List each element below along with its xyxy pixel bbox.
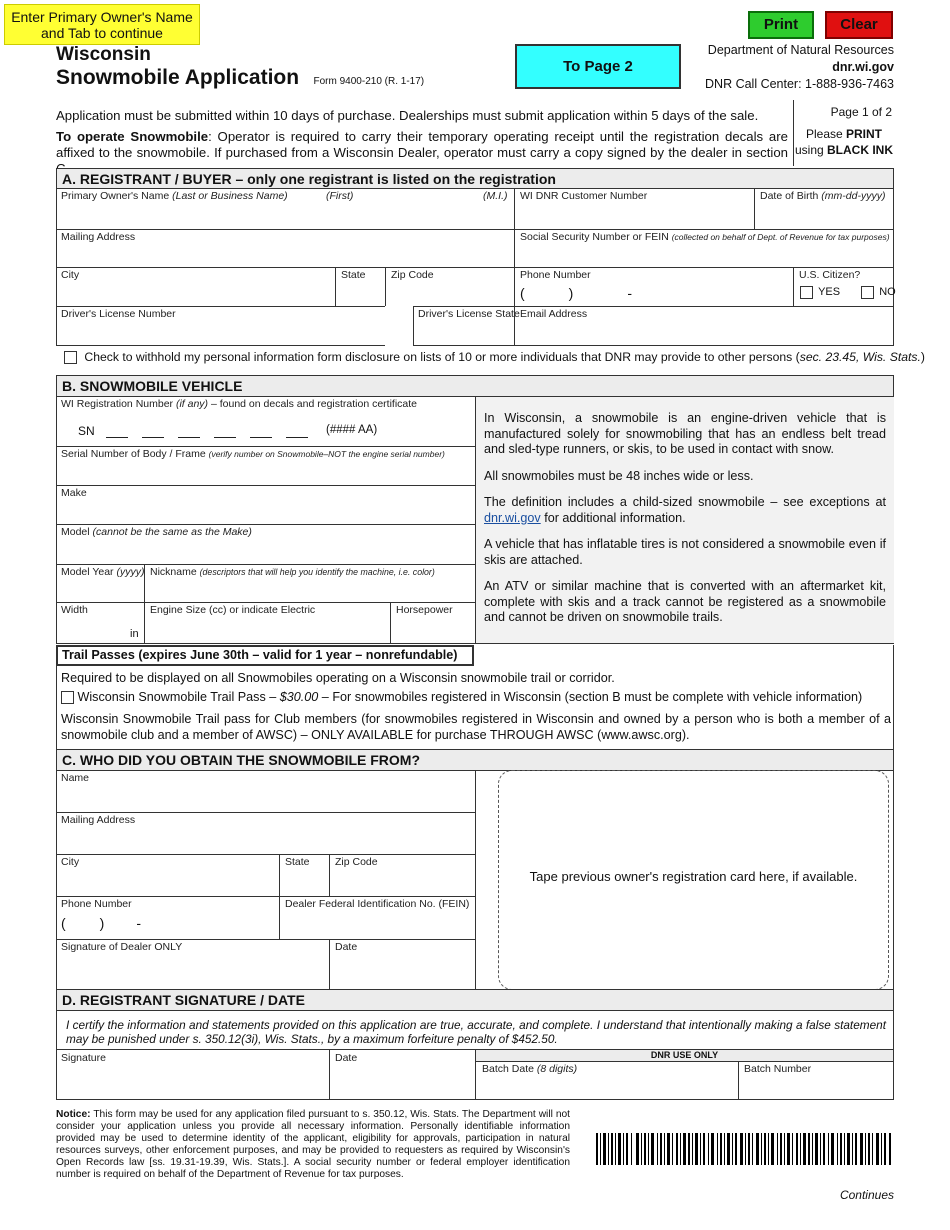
c-state-input[interactable]: [280, 869, 328, 895]
ssn-input[interactable]: [515, 244, 893, 266]
nickname-label: Nickname (descriptors that will help you identify the machine, i.e. color): [150, 566, 435, 578]
header-state: Wisconsin: [56, 44, 151, 65]
privacy-notice: Notice: This form may be used for any application filed pursuant to s. 350.12, Wis. Stats. The Department will not consider your application unless you provide all necessary information. Personally identifiable information provided may be used to determine identity of the applicant, eligibility for approvals, participation in natural resources surveys, other enforcement purposes, and may be provided to requesters as required by Wisconsin's Open Records law [ss. 19.31-19.39, Wis. Stats.]. A social security number or federal employer identification number is required on behalf of the Department of Revenue for tax purposes.: [56, 1109, 570, 1180]
to-page-2-button[interactable]: [515, 44, 681, 89]
reg-number-input[interactable]: [106, 425, 311, 439]
info-definition: In Wisconsin, a snowmobile is an engine-driven vehicle that is manufactured solely for snowmobiling that has an endless belt tread and sled-type runners, or skis, to be used in contact with snow.: [484, 411, 886, 456]
website: dnr.wi.gov: [832, 60, 894, 74]
owner-name-label: Primary Owner's Name (Last or Business Name): [61, 190, 288, 202]
page-title: [56, 66, 424, 90]
certification-text: I certify the information and statements provided on this application are true, accurate, and complete. I understand that intentionally making a false statement may be punished under s. 350.12(3i), Wis. Stats., by a maximum forfeiture penalty of $452.50.: [66, 1018, 886, 1046]
trail-pass-checkbox[interactable]: [61, 691, 74, 704]
to-page-2-label: To Page 2: [563, 58, 633, 75]
customer-number-label: WI DNR Customer Number: [520, 190, 648, 202]
tooltip-text: Enter Primary Owner's Name and Tab to continue: [11, 9, 193, 41]
clear-button[interactable]: [825, 11, 893, 39]
dnr-use-only-label: DNR USE ONLY: [650, 1050, 719, 1060]
width-unit: in: [130, 628, 139, 640]
section-a-header: A. REGISTRANT / BUYER – only one registrant is listed on the registration: [56, 168, 894, 189]
c-mailing-input[interactable]: [57, 827, 474, 853]
info-width: All snowmobiles must be 48 inches wide or less.: [484, 468, 754, 483]
engine-label: Engine Size (cc) or indicate Electric: [150, 604, 316, 616]
model-year-label: Model Year (yyyy): [61, 566, 145, 578]
c-date-input[interactable]: [330, 954, 474, 989]
zip-input[interactable]: [386, 282, 513, 305]
section-b-header: B. SNOWMOBILE VEHICLE: [56, 375, 894, 397]
city-input[interactable]: [57, 282, 334, 305]
c-phone-label: Phone Number: [61, 898, 132, 910]
customer-number-input[interactable]: [515, 203, 753, 228]
c-zip-input[interactable]: [330, 869, 474, 895]
dl-state-label: Driver's License State: [418, 308, 520, 320]
info-child-sized: The definition includes a child-sized snowmobile – see exceptions at dnr.wi.gov for additional information.: [484, 495, 886, 525]
d-date-input[interactable]: [330, 1065, 474, 1099]
dealer-signature-field[interactable]: [57, 954, 328, 989]
section-d-header: D. REGISTRANT SIGNATURE / DATE: [56, 989, 894, 1011]
intro-operate: To operate Snowmobile: Operator is required to carry their temporary operating receipt until the registration decals are affixed to the snowmobile. If purchased from a Wisconsin Dealer, operator must carry a copy signed by the dealer in section: [56, 129, 788, 160]
batch-number-label: Batch Number: [744, 1063, 812, 1075]
form-number: Form 9400-210 (R. 1-17): [313, 76, 425, 87]
citizen-yes-label: YES: [818, 286, 841, 299]
registrant-signature-label: Signature: [61, 1052, 106, 1064]
info-atv: An ATV or similar machine that is converted with an aftermarket kit, complete with skis and a track cannot be registered as a snowmobile and cannot be driven on snowmobile trails.: [484, 579, 886, 624]
section-c-header: C. WHO DID YOU OBTAIN THE SNOWMOBILE FROM?: [56, 749, 894, 771]
reg-number-label: WI Registration Number (if any) – found on decals and registration certificate: [61, 398, 418, 410]
page-indicator-box: Page 1 of 2 Please PRINT using BLACK INK: [793, 100, 894, 166]
sn-format-hint: (#### AA): [326, 424, 378, 436]
c-name-label: Name: [61, 772, 90, 784]
phone-label: Phone Number: [520, 269, 591, 281]
zip-label: Zip Code: [391, 269, 434, 281]
c-fein-label: Dealer Federal Identification No. (FEIN): [285, 898, 470, 910]
citizen-yes-checkbox[interactable]: [800, 286, 813, 299]
c-zip-label: Zip Code: [335, 856, 378, 868]
c-name-input[interactable]: [57, 785, 474, 811]
mi-label: (M.I.): [483, 190, 508, 202]
trail-club-info: Wisconsin Snowmobile Trail pass for Club members (for snowmobiles registered in Wisconsin and owned by a person who is both a member of a snowmobile club and a member of AWSC) – ONLY AVAILABLE for purchase THROUGH AWSC (www.awsc.org).: [61, 712, 891, 742]
trail-pass-option: Wisconsin Snowmobile Trail Pass – $30.00 – For snowmobiles registered in Wisconsin (section B must be complete with vehicle information): [61, 689, 891, 705]
c-date-label: Date: [335, 941, 358, 953]
batch-date-label: Batch Date (8 digits): [482, 1063, 578, 1075]
dnr-link[interactable]: dnr.wi.gov: [484, 510, 541, 525]
mailing-address-label: Mailing Address: [61, 231, 136, 243]
horsepower-input[interactable]: [391, 617, 474, 643]
mailing-address-input[interactable]: [57, 244, 513, 266]
dealer-signature-label: Signature of Dealer ONLY: [61, 941, 183, 953]
info-inflatable: A vehicle that has inflatable tires is not considered a snowmobile even if skis are attached.: [484, 537, 886, 567]
dob-label: Date of Birth (mm-dd-yyyy): [760, 190, 886, 202]
intro-deadline: Application must be submitted within 10 days of purchase. Dealerships must submit application within 5 days of the sale.: [56, 108, 759, 123]
registrant-signature-field[interactable]: [57, 1065, 328, 1099]
withhold-checkbox[interactable]: [64, 351, 77, 364]
serial-input[interactable]: [57, 461, 474, 484]
citizen-label: U.S. Citizen?: [799, 269, 861, 281]
trail-required: Required to be displayed on all Snowmobiles operating on a Wisconsin snowmobile trail or corridor.: [61, 671, 615, 685]
dl-state-input[interactable]: [414, 321, 513, 345]
citizen-no-label: NO: [879, 286, 896, 299]
dl-input[interactable]: [57, 321, 412, 345]
c-city-label: City: [61, 856, 80, 868]
c-city-input[interactable]: [57, 869, 278, 895]
model-label: Model (cannot be the same as the Make): [61, 526, 252, 538]
c-state-label: State: [285, 856, 310, 868]
email-input[interactable]: [515, 321, 893, 345]
nickname-input[interactable]: [145, 579, 474, 601]
state-label: State: [341, 269, 366, 281]
department-name: Department of Natural Resources: [707, 43, 894, 57]
dl-label: Driver's License Number: [61, 308, 176, 320]
page-title-text: Snowmobile Application: [56, 66, 300, 89]
print-button-label: Print: [763, 16, 799, 33]
horsepower-label: Horsepower: [396, 604, 453, 616]
dob-input[interactable]: [755, 203, 893, 228]
model-year-input[interactable]: [57, 579, 143, 601]
tape-card-text: Tape previous owner's registration card here, if available.: [529, 869, 858, 884]
dnr-use-only-header: [476, 1050, 893, 1062]
email-label: Email Address: [520, 308, 588, 320]
city-label: City: [61, 269, 80, 281]
ssn-label: Social Security Number or FEIN (collected on behalf of Dept. of Revenue for tax purposes): [520, 231, 890, 243]
c-mailing-label: Mailing Address: [61, 814, 136, 826]
call-center: DNR Call Center: 1-888-936-7463: [705, 77, 894, 91]
trail-pass-header: Trail Passes (expires June 30th – valid for 1 year – nonrefundable): [56, 645, 474, 666]
width-label: Width: [61, 604, 88, 616]
page-number: Page 1 of 2: [830, 105, 892, 119]
sn-prefix: SN: [78, 424, 95, 438]
phone-input[interactable]: ( ) -: [520, 285, 633, 301]
continues-label: Continues: [839, 1188, 894, 1202]
citizen-no-checkbox[interactable]: [861, 286, 874, 299]
barcode-image: [596, 1133, 892, 1165]
c-phone-input[interactable]: ( ) -: [61, 915, 142, 931]
c-fein-input[interactable]: [280, 911, 474, 938]
first-name-label: (First): [326, 190, 354, 202]
state-input[interactable]: [336, 282, 384, 305]
clear-button-label: Clear: [840, 16, 878, 33]
tooltip: [4, 4, 200, 45]
make-label: Make: [61, 487, 87, 499]
withhold-label: Check to withhold my personal information form disclosure on lists of 10 or more individuals that DNR may provide to other persons (sec. 23.45, Wis. Stats.): [84, 350, 925, 364]
model-input[interactable]: [57, 539, 474, 563]
engine-input[interactable]: [145, 617, 389, 643]
serial-label: Serial Number of Body / Frame (verify number on Snowmobile–NOT the engine serial number): [61, 448, 445, 460]
owner-name-input[interactable]: [57, 203, 513, 228]
print-button[interactable]: [748, 11, 814, 39]
d-date-label: Date: [335, 1052, 358, 1064]
make-input[interactable]: [57, 500, 474, 523]
